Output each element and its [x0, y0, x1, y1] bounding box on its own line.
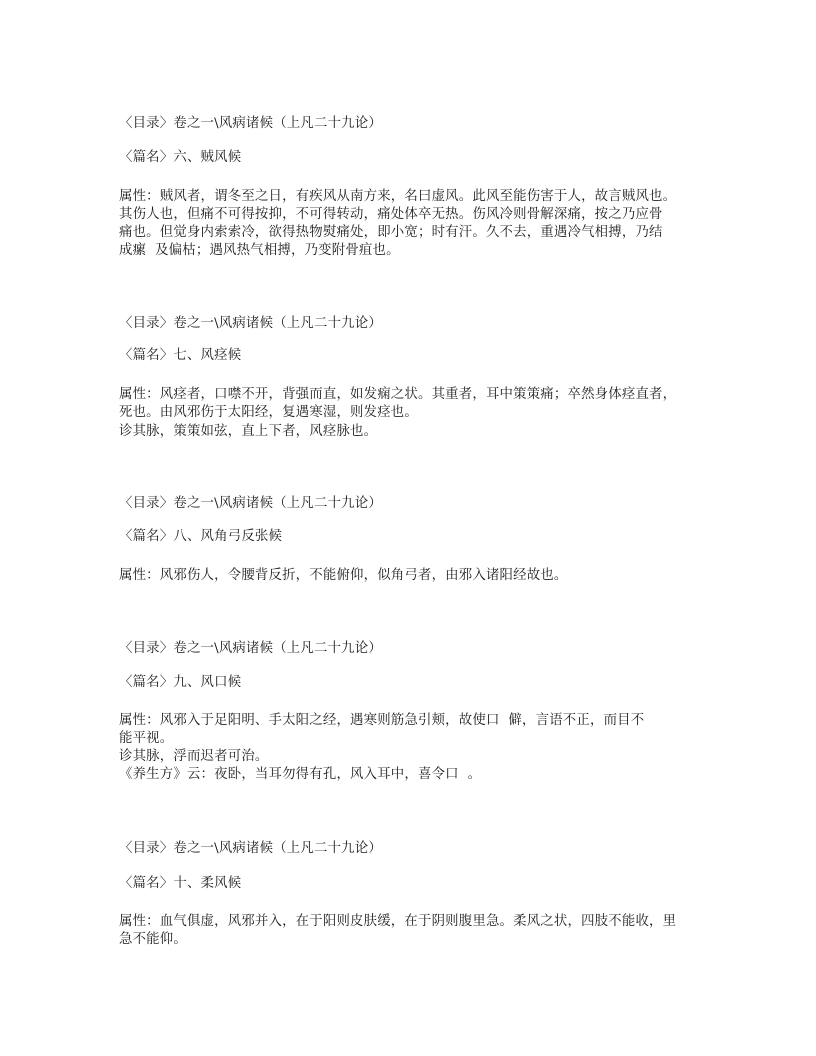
- chapter-title: 〈篇名〉九、风口候: [119, 675, 242, 690]
- body-line: 成瘰 及偏枯；遇风热气相搏，乃变附骨疽也。: [119, 243, 400, 258]
- body-line: 急不能仰。: [119, 932, 187, 947]
- catalog-line: 〈目录〉卷之一\风病诸候（上凡二十九论）: [119, 841, 382, 856]
- chapter-title: 〈篇名〉六、贼风候: [119, 150, 242, 165]
- catalog-line: 〈目录〉卷之一\风病诸候（上凡二十九论）: [119, 496, 382, 511]
- chapter-title: 〈篇名〉八、风角弓反张候: [119, 529, 283, 544]
- catalog-line: 〈目录〉卷之一\风病诸候（上凡二十九论）: [119, 316, 382, 331]
- body-line: 属性：风痉者，口噤不开，背强而直，如发痫之状。其重者，耳中策策痛；卒然身体痉直者，: [119, 387, 677, 402]
- body-line: 痛也。但觉身内索索冷，欲得热物熨痛处，即小宽；时有汗。久不去，重遇冷气相搏，乃结: [119, 225, 663, 240]
- body-line: 属性：血气俱虚，风邪并入，在于阳则皮肤缓，在于阴则腹里急。柔风之状，四肢不能收，里: [119, 914, 677, 929]
- body-line: 诊其脉，策策如弦，直上下者，风痉脉也。: [119, 424, 378, 439]
- body-line: 属性：风邪伤人，令腰背反折，不能俯仰，似角弓者，由邪入诸阳经故也。: [119, 568, 568, 583]
- body-line: 属性：贼风者，谓冬至之日，有疾风从南方来，名曰虚风。此风至能伤害于人，故言贼风也。: [119, 189, 677, 204]
- catalog-line: 〈目录〉卷之一\风病诸候（上凡二十九论）: [119, 641, 382, 656]
- catalog-line: 〈目录〉卷之一\风病诸候（上凡二十九论）: [119, 116, 382, 131]
- body-line: 其伤人也，但痛不可得按抑，不可得转动，痛处体卒无热。伤风冷则骨解深痛，按之乃应骨: [119, 207, 663, 222]
- body-line: 死也。由风邪伤于太阳经，复遇寒湿，则发痉也。: [119, 405, 418, 420]
- body-line: 属性：风邪入于足阳明、手太阳之经，遇寒则筋急引颊，故使口 僻，言语不正，而目不: [119, 713, 645, 728]
- chapter-title: 〈篇名〉十、柔风候: [119, 876, 242, 891]
- body-line: 能平视。: [119, 731, 174, 746]
- body-line: 诊其脉，浮而迟者可治。: [119, 749, 269, 764]
- body-line: 《养生方》云：夜卧，当耳勿得有孔，风入耳中，喜令口 。: [119, 767, 482, 782]
- chapter-title: 〈篇名〉七、风痉候: [119, 348, 242, 363]
